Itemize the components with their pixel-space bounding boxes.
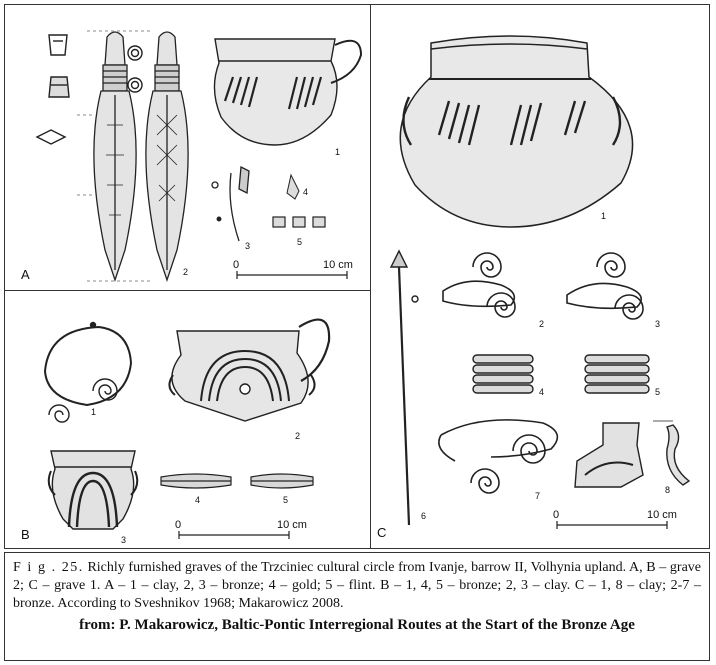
panel-c-large-vessel [400,36,632,227]
panel-c-coils [473,355,649,393]
panel-b-number-4: 4 [195,495,201,505]
source-line: from: P. Makarowicz, Baltic-Pontic Interregional Routes at the Start of the Bronze Age [79,617,635,633]
panel-c-number-2: 2 [539,319,545,329]
panel-a-dagger-left [94,32,136,280]
panel-c-neck-ring [439,420,558,493]
figure-frame [4,4,710,549]
panel-a-scale-ten: 10 cm [323,259,353,271]
panel-b-bracelets [161,474,313,488]
panel-b-drawings [5,291,371,548]
panel-b [5,291,371,548]
panel-c-letter: C [377,525,387,540]
panel-a [5,5,371,291]
panel-c-number-8: 8 [665,485,671,495]
panel-c-drawings [371,5,709,548]
panel-a-dagger-right [146,32,188,280]
panel-b-number-2: 2 [295,431,301,441]
panel-c-number-4: 4 [539,387,545,397]
panel-c-scale-ten: 10 cm [647,509,677,521]
panel-b-scale-ten: 10 cm [277,519,307,531]
panel-c-sherd [575,421,689,487]
panel-a-drawings [5,5,371,291]
panel-c-number-6: 6 [421,511,427,521]
figure-label: F i g . 25. [13,560,84,575]
panel-c-spiral-ornaments [443,253,643,319]
panel-b-vessel [49,451,138,529]
panel-b-number-1: 1 [91,407,97,417]
caption-box [4,552,710,661]
panel-b-neck-ring [45,323,131,422]
figure-caption [13,559,701,613]
panel-a-scale-bar [237,271,347,279]
panel-a-beads [273,217,325,227]
panel-c-scale-bar [557,521,667,529]
panel-a-number-4: 4 [303,187,309,197]
panel-a-pin [212,167,249,241]
panel-b-scale-bar [179,531,289,539]
panel-c-number-3: 3 [655,319,661,329]
panel-a-number-1: 1 [335,147,341,157]
panel-b-scale-zero: 0 [175,519,182,531]
panel-b-letter: B [21,527,30,542]
panel-b-cup [169,320,329,421]
panel-a-number-3: 3 [245,241,251,251]
panel-c-scale-zero: 0 [553,509,560,521]
caption-text: Richly furnished graves of the Trzciniec cultural circle from Ivanje, barrow II, Volhynia upland. A, B – grave 2; C – grave 1. A – 1 – clay, 2, 3 – bronze; 4 – gold; 5 – flint. B – 1, 4, 5 – bronze; 2, 3 – clay. C – 1, 8 – clay; 2-7 – bronze. According to Sveshnikov 1968; Makarowicz 2008. [13,560,701,611]
panel-a-letter: A [21,267,30,282]
panel-a-vessel [214,39,361,145]
panel-c-number-1: 1 [601,211,607,221]
panel-b-number-5: 5 [283,495,289,505]
panel-c [371,5,709,548]
panel-b-number-3: 3 [121,535,127,545]
panel-a-flint [287,175,299,199]
panel-a-number-5: 5 [297,237,303,247]
panel-a-number-2: 2 [183,267,189,277]
panel-c-number-5: 5 [655,387,661,397]
panel-c-long-pin [391,251,418,525]
panel-c-number-7: 7 [535,491,541,501]
panel-a-scale-zero: 0 [233,259,240,271]
